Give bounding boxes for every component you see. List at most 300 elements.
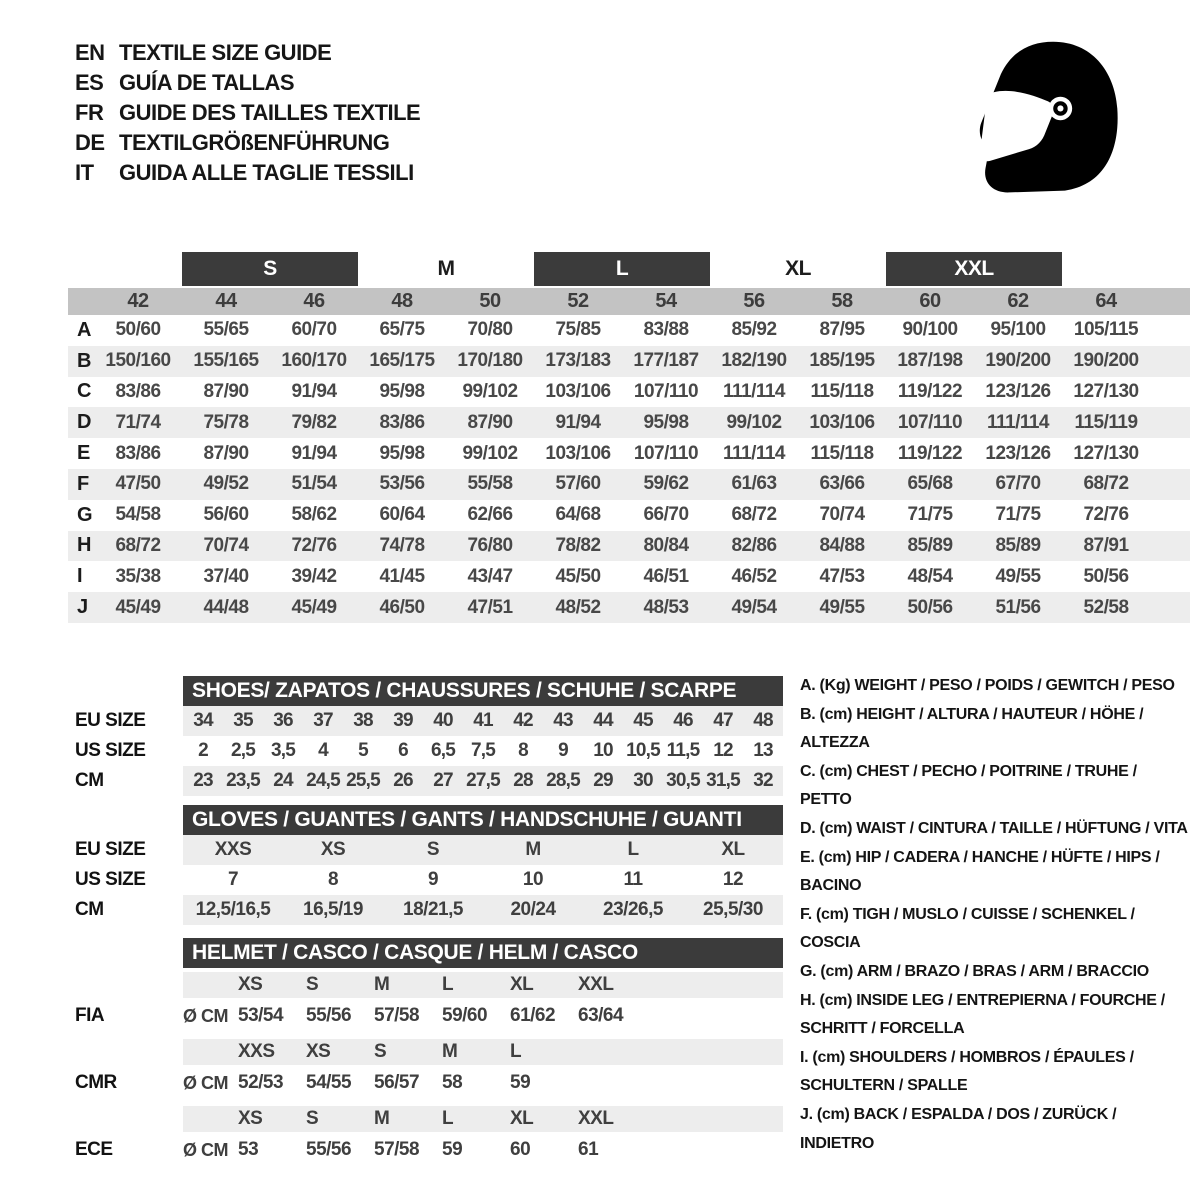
size-value-cell: 60/70 xyxy=(291,319,337,341)
helmet-size-label: XXL xyxy=(578,1108,614,1129)
table-row xyxy=(68,377,1190,408)
size-value-cell: 49/54 xyxy=(731,596,777,618)
table-row xyxy=(183,865,783,895)
language-code: DE xyxy=(75,130,105,155)
size-value-cell: 91/94 xyxy=(555,411,601,433)
size-value-cell: 165/175 xyxy=(369,350,435,372)
size-value-cell: 123/126 xyxy=(985,442,1051,464)
size-value-cell: 12 xyxy=(713,740,733,761)
language-code: IT xyxy=(75,160,94,185)
size-value-cell: 40 xyxy=(433,710,453,731)
row-letter: H xyxy=(77,534,92,557)
size-value-cell: 39 xyxy=(393,710,413,731)
size-value-cell: 46 xyxy=(673,710,693,731)
size-value-cell: 111/114 xyxy=(722,442,786,464)
size-value-cell: 46/51 xyxy=(643,565,689,587)
size-value-cell: 18/21,5 xyxy=(403,899,463,920)
size-value-cell: 9 xyxy=(427,869,439,890)
helmet-size-label: M xyxy=(442,1041,458,1062)
size-group-bar: XXL xyxy=(886,252,1062,286)
size-value-cell: 71/75 xyxy=(995,504,1041,526)
size-value-cell: 23/26,5 xyxy=(603,899,663,920)
size-value-cell: 68/72 xyxy=(115,534,161,556)
numeric-size-cell: 54 xyxy=(655,290,677,312)
helmet-size-label: XL xyxy=(510,1108,534,1129)
size-value-cell: 105/115 xyxy=(1073,319,1139,341)
size-value-cell: 61/63 xyxy=(731,473,777,495)
size-value-cell: 60/64 xyxy=(379,504,425,526)
row-label: CM xyxy=(75,770,104,791)
size-value-cell: 47 xyxy=(713,710,733,731)
size-value-cell: 10 xyxy=(593,740,613,761)
size-value-cell: S xyxy=(426,839,440,860)
size-label-spacer xyxy=(183,1106,238,1132)
size-group-bar: L xyxy=(534,252,710,286)
size-value-cell: 83/86 xyxy=(115,380,161,402)
size-value-cell: 8 xyxy=(518,740,528,761)
numeric-size-cell: 64 xyxy=(1095,290,1117,312)
size-value-cell: 42 xyxy=(513,710,533,731)
language-title: GUÍA DE TALLAS xyxy=(119,70,295,95)
size-value-cell: 74/78 xyxy=(379,534,425,556)
row-letter: J xyxy=(77,596,89,619)
size-value-cell: 185/195 xyxy=(809,350,875,372)
helmet-size-label: XS xyxy=(238,1108,263,1129)
size-value-cell: 48/54 xyxy=(907,565,953,587)
size-value-cell: 76/80 xyxy=(467,534,513,556)
size-value-cell: 67/70 xyxy=(995,473,1041,495)
size-value-cell: 48/52 xyxy=(555,596,601,618)
numeric-size-cell: 46 xyxy=(303,290,325,312)
size-value-cell: 25,5/30 xyxy=(703,899,763,920)
size-value-cell: 49/52 xyxy=(203,473,249,495)
size-value-cell: 11 xyxy=(623,869,643,890)
size-value-cell: 6,5 xyxy=(430,740,455,761)
gloves-size-table xyxy=(183,805,783,925)
size-value-cell: 68/72 xyxy=(1083,473,1129,495)
size-value-cell: 62/66 xyxy=(467,504,513,526)
numeric-size-cell: 60 xyxy=(919,290,941,312)
helmet-size-value: 63/64 xyxy=(578,1005,624,1026)
size-value-cell: 20/24 xyxy=(510,899,556,920)
size-value-cell: 3,5 xyxy=(270,740,295,761)
row-letter: G xyxy=(77,503,93,526)
size-value-cell: 90/100 xyxy=(902,319,958,341)
numeric-size-cell: 62 xyxy=(1007,290,1029,312)
size-value-cell: 49/55 xyxy=(995,565,1041,587)
size-value-cell: 182/190 xyxy=(721,350,787,372)
size-value-cell: 32 xyxy=(753,770,773,791)
size-value-cell: 65/68 xyxy=(907,473,953,495)
row-label: EU SIZE xyxy=(75,839,146,860)
size-value-cell: 47/50 xyxy=(115,473,161,495)
size-value-cell: 45/49 xyxy=(115,596,161,618)
language-row xyxy=(75,68,420,98)
size-value-cell: 87/90 xyxy=(203,442,249,464)
table-row xyxy=(183,736,783,766)
size-value-cell: 91/94 xyxy=(291,442,337,464)
size-label-spacer xyxy=(183,972,238,998)
size-value-cell: 75/78 xyxy=(203,411,249,433)
size-group-label: XL xyxy=(785,257,811,280)
size-value-cell: 37 xyxy=(313,710,333,731)
table-row xyxy=(68,469,1190,500)
size-value-cell: 155/165 xyxy=(193,350,259,372)
size-value-cell: 36 xyxy=(273,710,293,731)
diameter-unit: Ø CM xyxy=(183,1139,228,1160)
size-value-cell: 6 xyxy=(398,740,408,761)
size-value-cell: 46/50 xyxy=(379,596,425,618)
language-code: FR xyxy=(75,100,104,125)
size-value-cell: XS xyxy=(320,839,346,860)
gloves-section-header: GLOVES / GUANTES / GANTS / HANDSCHUHE / GUANTI xyxy=(183,805,783,835)
size-value-cell: 51/56 xyxy=(995,596,1041,618)
helmet-size-label: XXS xyxy=(238,1041,275,1062)
helmet-size-label: S xyxy=(306,1108,319,1129)
table-row xyxy=(183,766,783,796)
table-row xyxy=(68,315,1190,346)
size-value-cell: 43/47 xyxy=(467,565,513,587)
size-value-cell: 87/90 xyxy=(467,411,513,433)
diameter-unit: Ø CM xyxy=(183,1005,228,1026)
helmet-size-table xyxy=(183,938,783,1168)
size-value-cell: 70/80 xyxy=(467,319,513,341)
size-value-cell: 47/53 xyxy=(819,565,865,587)
size-value-cell: 48/53 xyxy=(643,596,689,618)
shoes-row-labels xyxy=(75,676,180,796)
size-value-cell: 87/95 xyxy=(819,319,865,341)
size-value-cell: 44 xyxy=(593,710,613,731)
size-value-cell: 75/85 xyxy=(555,319,601,341)
size-value-cell: 49/55 xyxy=(819,596,865,618)
size-value-cell: 59/62 xyxy=(643,473,689,495)
helmet-size-label: XS xyxy=(238,974,263,995)
measurement-legend xyxy=(800,672,1192,1158)
helmet-size-label: M xyxy=(374,974,390,995)
size-value-cell: 37/40 xyxy=(203,565,249,587)
size-value-cell: 95/98 xyxy=(643,411,689,433)
visor-pivot-center xyxy=(1057,105,1063,111)
helmet-size-value: 55/56 xyxy=(306,1139,352,1160)
size-value-cell: 83/86 xyxy=(115,442,161,464)
size-value-cell: 83/88 xyxy=(643,319,689,341)
size-value-cell: 150/160 xyxy=(105,350,171,372)
helmet-size-value-row xyxy=(183,998,783,1034)
size-value-cell: 70/74 xyxy=(203,534,249,556)
size-value-cell: 41/45 xyxy=(379,565,425,587)
size-value-cell: 103/106 xyxy=(809,411,875,433)
language-title-block xyxy=(75,38,420,188)
size-value-cell: 45/50 xyxy=(555,565,601,587)
size-value-cell: 24,5 xyxy=(306,770,340,791)
legend-item: C. (cm) CHEST / PECHO / POITRINE / TRUHE / PETTO xyxy=(800,762,1137,809)
size-value-cell: 29 xyxy=(593,770,613,791)
helmet-size-value: 57/58 xyxy=(374,1139,420,1160)
size-value-cell: 107/110 xyxy=(897,411,963,433)
legend-item: H. (cm) INSIDE LEG / ENTREPIERNA / FOURCHE / SCHRITT / FORCELLA xyxy=(800,991,1165,1038)
diameter-unit: Ø CM xyxy=(183,1072,228,1093)
size-value-cell: 50/60 xyxy=(115,319,161,341)
size-value-cell: 26 xyxy=(393,770,413,791)
size-value-cell: 24 xyxy=(273,770,293,791)
size-value-cell: 9 xyxy=(558,740,568,761)
size-value-cell: 65/75 xyxy=(379,319,425,341)
row-label: US SIZE xyxy=(75,869,146,890)
size-value-cell: 56/60 xyxy=(203,504,249,526)
size-value-cell: 190/200 xyxy=(985,350,1051,372)
row-label: CM xyxy=(75,899,104,920)
size-value-cell: 51/54 xyxy=(291,473,337,495)
size-value-cell: 16,5/19 xyxy=(303,899,363,920)
language-title: GUIDA ALLE TAGLIE TESSILI xyxy=(119,160,414,185)
size-value-cell: 85/92 xyxy=(731,319,777,341)
helmet-size-value: 52/53 xyxy=(238,1072,284,1093)
helmet-size-value: 53 xyxy=(238,1139,259,1160)
row-letter: E xyxy=(77,442,91,465)
helmet-size-value: 58 xyxy=(442,1072,463,1093)
size-value-cell: 119/122 xyxy=(897,442,963,464)
size-value-cell: 30 xyxy=(633,770,653,791)
size-value-cell: 84/88 xyxy=(819,534,865,556)
row-letter: A xyxy=(77,318,92,341)
legend-item: A. (Kg) WEIGHT / PESO / POIDS / GEWITCH / PESO xyxy=(800,677,1175,694)
language-row xyxy=(75,98,420,128)
language-code: ES xyxy=(75,70,104,95)
size-value-cell: 115/118 xyxy=(810,442,874,464)
size-value-cell: 39/42 xyxy=(291,565,337,587)
helmet-size-label: M xyxy=(374,1108,390,1129)
standard-label: CMR xyxy=(75,1072,117,1093)
size-value-cell: 41 xyxy=(473,710,493,731)
size-value-cell: 85/89 xyxy=(995,534,1041,556)
size-value-cell: 45 xyxy=(633,710,653,731)
size-value-cell: 25,5 xyxy=(346,770,380,791)
size-value-cell: XL xyxy=(721,839,745,860)
size-value-cell: 46/52 xyxy=(731,565,777,587)
table-row xyxy=(68,592,1190,623)
size-value-cell: 55/58 xyxy=(467,473,513,495)
size-value-cell: 35 xyxy=(233,710,253,731)
helmet-size-label: S xyxy=(306,974,319,995)
table-row xyxy=(68,531,1190,562)
helmet-size-value: 56/57 xyxy=(374,1072,420,1093)
size-value-cell: 83/86 xyxy=(379,411,425,433)
size-value-cell: 12,5/16,5 xyxy=(195,899,271,920)
gloves-row-labels xyxy=(75,805,180,925)
size-value-cell: 107/110 xyxy=(633,380,699,402)
size-value-cell: 13 xyxy=(753,740,773,761)
shoes-size-table xyxy=(183,676,783,796)
size-value-cell: XXS xyxy=(214,839,252,860)
size-value-cell: 48 xyxy=(753,710,773,731)
size-value-cell: 127/130 xyxy=(1073,380,1139,402)
row-label: EU SIZE xyxy=(75,710,146,731)
numeric-size-cell: 56 xyxy=(743,290,765,312)
size-value-cell: 99/102 xyxy=(462,380,518,402)
size-value-cell: 4 xyxy=(318,740,328,761)
table-row xyxy=(68,438,1190,469)
row-letter: C xyxy=(77,380,92,403)
size-value-cell: 43 xyxy=(553,710,573,731)
size-value-cell: 111/114 xyxy=(722,380,786,402)
table-row xyxy=(68,561,1190,592)
helmet-size-label: XXL xyxy=(578,974,614,995)
language-row xyxy=(75,158,420,188)
language-title: TEXTILE SIZE GUIDE xyxy=(119,40,332,65)
size-value-cell: 91/94 xyxy=(291,380,337,402)
size-value-cell: 23,5 xyxy=(226,770,260,791)
size-value-cell: 87/90 xyxy=(203,380,249,402)
legend-item: F. (cm) TIGH / MUSLO / CUISSE / SCHENKEL / COSCIA xyxy=(800,905,1135,952)
language-row xyxy=(75,128,420,158)
table-row xyxy=(68,407,1190,438)
size-value-cell: 68/72 xyxy=(731,504,777,526)
size-value-cell: 58/62 xyxy=(291,504,337,526)
size-value-cell: 34 xyxy=(193,710,213,731)
row-letter: F xyxy=(77,472,90,495)
row-label: US SIZE xyxy=(75,740,146,761)
helmet-size-value: 54/55 xyxy=(306,1072,352,1093)
size-value-cell: 177/187 xyxy=(633,350,699,372)
size-value-cell: 160/170 xyxy=(281,350,347,372)
helmet-size-value: 61 xyxy=(578,1139,599,1160)
label-spacer xyxy=(75,676,180,706)
helmet-size-value: 59 xyxy=(510,1072,531,1093)
size-value-cell: 30,5 xyxy=(666,770,700,791)
size-value-cell: 7,5 xyxy=(470,740,495,761)
size-value-cell: 115/118 xyxy=(810,380,874,402)
size-value-cell: 50/56 xyxy=(907,596,953,618)
helmet-size-header-row xyxy=(183,972,783,998)
numeric-size-cell: 42 xyxy=(127,290,149,312)
size-value-cell: 72/76 xyxy=(1083,504,1129,526)
helmet-size-label: L xyxy=(442,1108,454,1129)
size-value-cell: 11,5 xyxy=(666,740,700,761)
size-value-cell: 35/38 xyxy=(115,565,161,587)
helmet-section-header: HELMET / CASCO / CASQUE / HELM / CASCO xyxy=(183,938,783,968)
label-spacer xyxy=(75,805,180,835)
size-value-cell: 50/56 xyxy=(1083,565,1129,587)
legend-item: D. (cm) WAIST / CINTURA / TAILLE / HÜFTUNG / VITA xyxy=(800,819,1188,837)
size-value-cell: 28,5 xyxy=(546,770,580,791)
language-title: GUIDE DES TAILLES TEXTILE xyxy=(119,100,421,125)
size-value-cell: 82/86 xyxy=(731,534,777,556)
size-label-spacer xyxy=(183,1039,238,1065)
table-row xyxy=(183,706,783,736)
numeric-size-cell: 48 xyxy=(391,290,413,312)
row-letter: B xyxy=(77,349,92,372)
size-value-cell: 95/98 xyxy=(379,442,425,464)
size-value-cell: 53/56 xyxy=(379,473,425,495)
legend-item: G. (cm) ARM / BRAZO / BRAS / ARM / BRACCIO xyxy=(800,962,1149,980)
numeric-size-row xyxy=(68,288,1190,315)
size-value-cell: 95/100 xyxy=(990,319,1046,341)
size-value-cell: 52/58 xyxy=(1083,596,1129,618)
size-value-cell: 10,5 xyxy=(626,740,660,761)
size-value-cell: 78/82 xyxy=(555,534,601,556)
size-group-bar: S xyxy=(182,252,358,286)
size-value-cell: 8 xyxy=(327,869,339,890)
row-letter: D xyxy=(77,411,92,434)
size-value-cell: 47/51 xyxy=(467,596,513,618)
size-value-cell: 103/106 xyxy=(545,442,611,464)
numeric-size-spacer xyxy=(68,288,94,315)
size-value-cell: 44/48 xyxy=(203,596,249,618)
size-value-cell: 87/91 xyxy=(1083,534,1129,556)
size-value-cell: 115/119 xyxy=(1074,411,1138,433)
size-value-cell: 2 xyxy=(198,740,208,761)
helmet-size-value: 59/60 xyxy=(442,1005,488,1026)
legend-item: B. (cm) HEIGHT / ALTURA / HAUTEUR / HÖHE / ALTEZZA xyxy=(800,705,1144,752)
textile-size-table xyxy=(68,252,1190,623)
size-value-cell: 27 xyxy=(433,770,453,791)
size-value-cell: 170/180 xyxy=(457,350,523,372)
size-value-cell: 38 xyxy=(353,710,373,731)
helmet-size-header-row xyxy=(183,1106,783,1132)
language-row xyxy=(75,38,420,68)
size-value-cell: 103/106 xyxy=(545,380,611,402)
size-value-cell: 5 xyxy=(358,740,368,761)
helmet-size-label: S xyxy=(374,1041,387,1062)
size-value-cell: 31,5 xyxy=(706,770,740,791)
helmet-size-label: L xyxy=(442,974,454,995)
size-value-cell: 187/198 xyxy=(897,350,963,372)
helmet-size-label: L xyxy=(510,1041,522,1062)
size-value-cell: 10 xyxy=(522,869,544,890)
size-value-cell: 57/60 xyxy=(555,473,601,495)
helmet-size-value: 57/58 xyxy=(374,1005,420,1026)
size-value-cell: 28 xyxy=(513,770,533,791)
size-value-cell: 12 xyxy=(722,869,744,890)
helmet-size-value: 53/54 xyxy=(238,1005,284,1026)
helmet-size-value-row xyxy=(183,1065,783,1101)
helmet-size-label: XL xyxy=(510,974,534,995)
size-value-cell: 7 xyxy=(227,869,239,890)
size-value-cell: 99/102 xyxy=(726,411,782,433)
size-value-cell: 71/75 xyxy=(907,504,953,526)
helmet-size-value: 59 xyxy=(442,1139,463,1160)
size-value-cell: 173/183 xyxy=(545,350,611,372)
size-value-cell: 190/200 xyxy=(1073,350,1139,372)
shoes-section-header: SHOES/ ZAPATOS / CHAUSSURES / SCHUHE / SCARPE xyxy=(183,676,783,706)
size-value-cell: 55/65 xyxy=(203,319,249,341)
size-value-cell: 85/89 xyxy=(907,534,953,556)
size-value-cell: 23 xyxy=(193,770,213,791)
size-group-header-row xyxy=(68,252,1190,286)
table-row xyxy=(183,835,783,865)
helmet-size-label: XS xyxy=(306,1041,331,1062)
size-value-cell: 80/84 xyxy=(643,534,689,556)
standard-label: ECE xyxy=(75,1139,113,1160)
helmet-size-value-row xyxy=(183,1132,783,1168)
size-value-cell: 45/49 xyxy=(291,596,337,618)
size-value-cell: 127/130 xyxy=(1073,442,1139,464)
size-value-cell: 2,5 xyxy=(230,740,255,761)
size-value-cell: 119/122 xyxy=(897,380,963,402)
numeric-size-cell: 50 xyxy=(479,290,501,312)
table-row xyxy=(68,500,1190,531)
helmet-size-value: 55/56 xyxy=(306,1005,352,1026)
size-value-cell: 99/102 xyxy=(462,442,518,464)
size-value-cell: 79/82 xyxy=(291,411,337,433)
size-group-label: M xyxy=(437,257,455,280)
measurement-rows xyxy=(68,315,1190,623)
size-value-cell: 63/66 xyxy=(819,473,865,495)
size-value-cell: M xyxy=(525,839,541,860)
size-value-cell: 107/110 xyxy=(633,442,699,464)
size-value-cell: 111/114 xyxy=(986,411,1050,433)
helmet-icon xyxy=(972,36,1120,199)
